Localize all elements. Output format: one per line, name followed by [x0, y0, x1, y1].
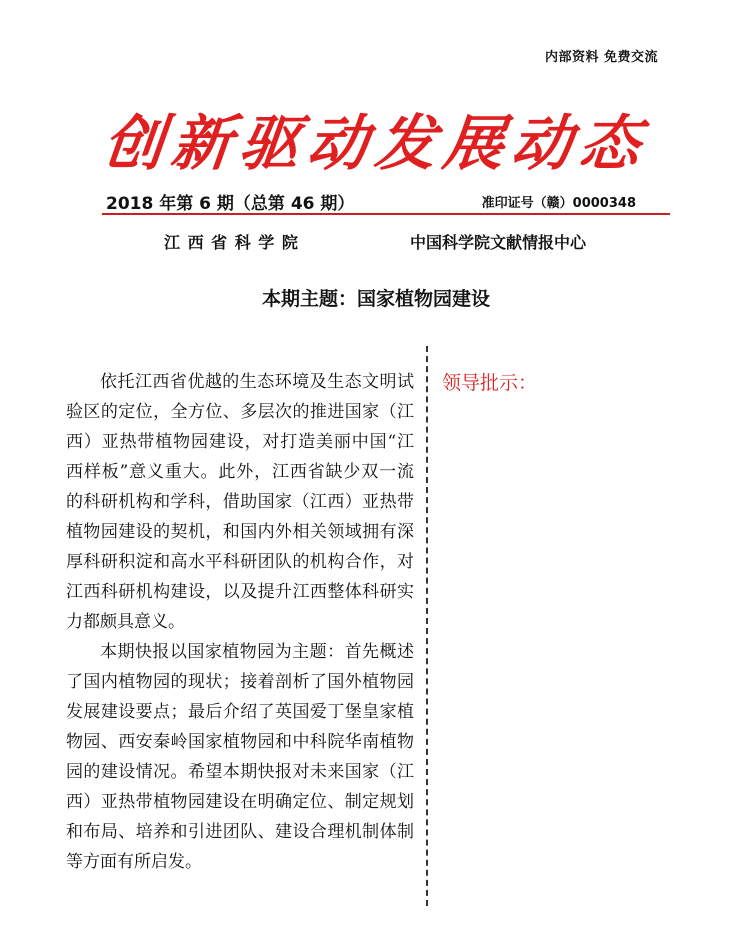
permit-number: 准印证号（赣）0000348	[481, 196, 636, 211]
issue-theme: 本期主题：国家植物园建设	[261, 288, 490, 310]
body-text	[66, 367, 414, 877]
organizations	[0, 230, 752, 252]
dashed-divider	[426, 346, 428, 906]
paragraph-2: 本期快报以国家植物园为主题：首先概述了国内植物园的现状；接着剖析了国外植物园发展建设要点；最后介绍了英国爱丁堡皇家植物园、西安秦岭国家植物园和中科院华南植物园的建设情况。希望本期快报对未来国家（江西）亚热带植物园建设在明确定位、制定规划和布局、培养和引进团队、建设合理机制体制等方面有所启发。	[66, 642, 414, 872]
issue-number: 2018 年第 6 期（总第 46 期）	[106, 194, 355, 214]
paragraph-1: 依托江西省优越的生态环境及生态文明试验区的定位，全方位、多层次的推进国家（江西）亚热带植物园建设，对打造美丽中国“江西样板”意义重大。此外，江西省缺少双一流的科研机构和学科，借助国家（江西）亚热带植物园建设的契机，和国内外相关领域拥有深厚科研积淀和高水平科研团队的机构合作，对江西科研机构建设，以及提升江西整体科研实力都颇具意义。	[66, 372, 414, 632]
internal-note: 内部资料 免费交流	[544, 50, 658, 65]
org-jiangxi: 江 西 省 科 学 院	[164, 233, 299, 252]
publication-title: 创新驱动发展动态	[99, 109, 652, 179]
leader-review-label: 领导批示：	[442, 372, 538, 394]
issue-bar	[102, 189, 670, 215]
org-cas-library: 中国科学院文献情报中心	[410, 233, 587, 252]
